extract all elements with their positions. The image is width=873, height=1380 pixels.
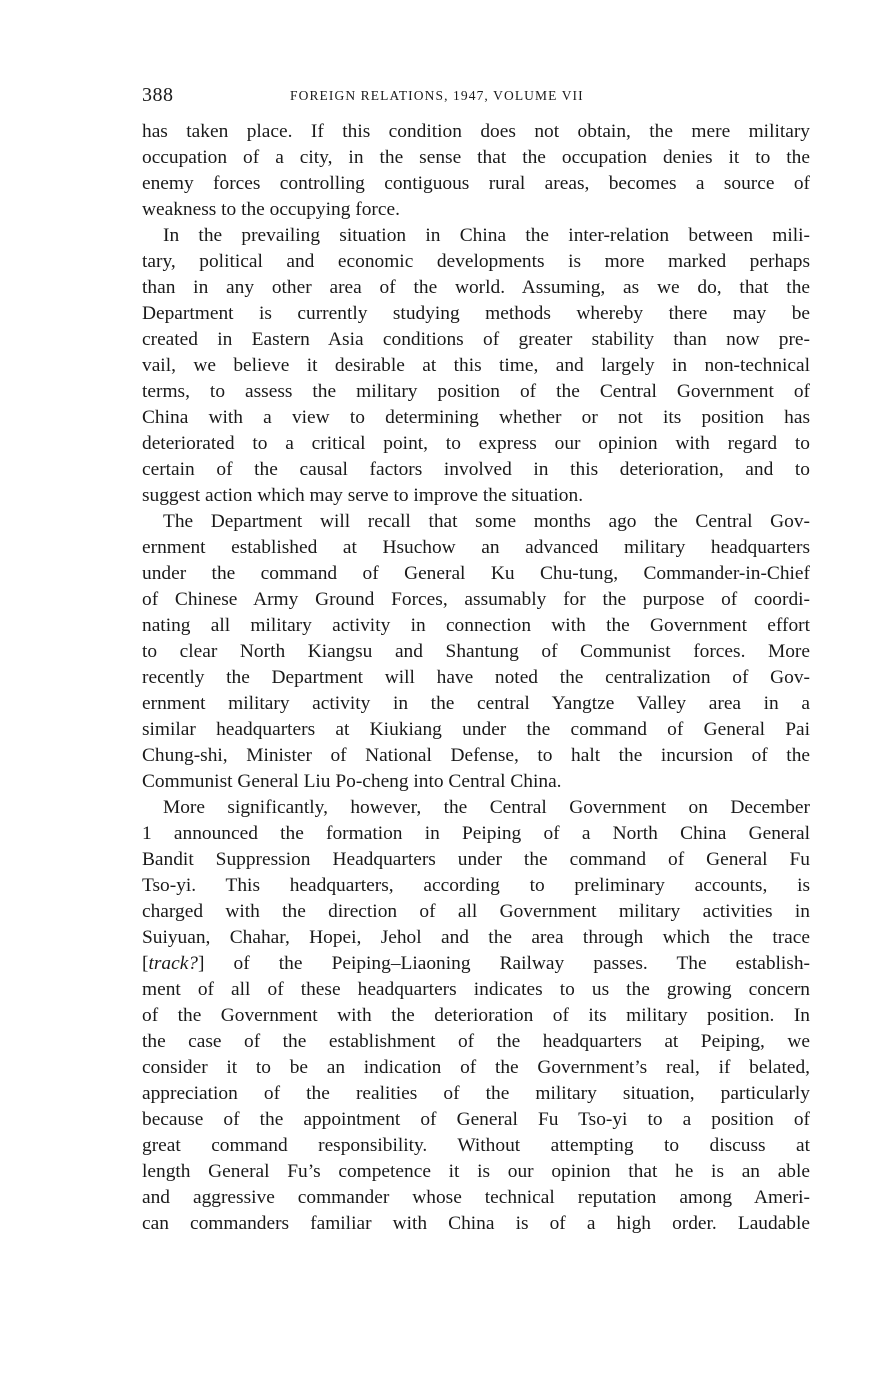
text-line: can commanders familiar with China is of a high order. Laudable bbox=[142, 1213, 810, 1234]
text-line: under the command of General Ku Chu-tung, Commander-in-Chief bbox=[142, 563, 810, 584]
text-line: Department is currently studying methods whereby there may be bbox=[142, 303, 810, 324]
text-line: weakness to the occupying force. bbox=[142, 199, 400, 220]
body-text bbox=[142, 119, 810, 1237]
text-line: vail, we believe it desirable at this time, and largely in non-technical bbox=[142, 355, 810, 376]
text-line: ernment established at Hsuchow an advanced military headquarters bbox=[142, 537, 810, 558]
text-line: deteriorated to a critical point, to express our opinion with regard to bbox=[142, 433, 810, 454]
text-line: and aggressive commander whose technical reputation among Ameri- bbox=[142, 1187, 810, 1208]
text-line: than in any other area of the world. Assuming, as we do, that the bbox=[142, 277, 810, 298]
text-line: Bandit Suppression Headquarters under the command of General Fu bbox=[142, 849, 810, 870]
editorial-insertion: track? bbox=[148, 953, 199, 974]
text-line: Tso-yi. This headquarters, according to preliminary accounts, is bbox=[142, 875, 810, 896]
text-line: to clear North Kiangsu and Shantung of Communist forces. More bbox=[142, 641, 810, 662]
text-line: tary, political and economic developments is more marked perhaps bbox=[142, 251, 810, 272]
running-title: FOREIGN RELATIONS, 1947, VOLUME VII bbox=[290, 88, 584, 103]
text-line: Communist General Liu Po-cheng into Central China. bbox=[142, 771, 562, 792]
paragraph bbox=[142, 509, 810, 795]
text-line: length General Fu’s competence it is our opinion that he is an able bbox=[142, 1161, 810, 1182]
text-line: the case of the establishment of the headquarters at Peiping, we bbox=[142, 1031, 810, 1052]
text-line: similar headquarters at Kiukiang under the command of General Pai bbox=[142, 719, 810, 740]
text-line: appreciation of the realities of the military situation, particularly bbox=[142, 1083, 810, 1104]
text-line: [track?] of the Peiping–Liaoning Railway passes. The establish- bbox=[142, 953, 810, 974]
text-line: consider it to be an indication of the Government’s real, if belated, bbox=[142, 1057, 810, 1078]
text-line: of Chinese Army Ground Forces, assumably for the purpose of coordi- bbox=[142, 589, 810, 610]
running-head bbox=[142, 84, 810, 118]
text-line: has taken place. If this condition does not obtain, the mere military bbox=[142, 121, 810, 142]
text-line: Suiyuan, Chahar, Hopei, Jehol and the area through which the trace bbox=[142, 927, 810, 948]
text-line: because of the appointment of General Fu Tso-yi to a position of bbox=[142, 1109, 810, 1130]
text-line: recently the Department will have noted the centralization of Gov- bbox=[142, 667, 810, 688]
text-line: occupation of a city, in the sense that the occupation denies it to the bbox=[142, 147, 810, 168]
text-line: enemy forces controlling contiguous rural areas, becomes a source of bbox=[142, 173, 810, 194]
text-line: created in Eastern Asia conditions of greater stability than now pre- bbox=[142, 329, 810, 350]
text-line: 1 announced the formation in Peiping of a North China General bbox=[142, 823, 810, 844]
paragraph bbox=[142, 795, 810, 1237]
text-line: suggest action which may serve to improve the situation. bbox=[142, 485, 584, 506]
text-line: great command responsibility. Without attempting to discuss at bbox=[142, 1135, 810, 1156]
text-line: Chung-shi, Minister of National Defense, to halt the incursion of the bbox=[142, 745, 810, 766]
text-line: More significantly, however, the Central Government on December bbox=[163, 797, 810, 818]
text-line: ment of all of these headquarters indicates to us the growing concern bbox=[142, 979, 810, 1000]
paragraph-continued bbox=[142, 119, 810, 223]
text-line: nating all military activity in connection with the Government effort bbox=[142, 615, 810, 636]
paragraph bbox=[142, 223, 810, 509]
text-line: terms, to assess the military position of the Central Government of bbox=[142, 381, 810, 402]
text-line: charged with the direction of all Government military activities in bbox=[142, 901, 810, 922]
text-line: ernment military activity in the central Yangtze Valley area in a bbox=[142, 693, 810, 714]
text-line: of the Government with the deterioration of its military position. In bbox=[142, 1005, 810, 1026]
text-line: certain of the causal factors involved in this deterioration, and to bbox=[142, 459, 810, 480]
text-line: China with a view to determining whether or not its position has bbox=[142, 407, 810, 428]
text-line: In the prevailing situation in China the inter-relation between mili- bbox=[163, 225, 810, 246]
page-number: 388 bbox=[142, 84, 174, 106]
document-page bbox=[142, 84, 810, 1237]
text-line: The Department will recall that some months ago the Central Gov- bbox=[163, 511, 810, 532]
